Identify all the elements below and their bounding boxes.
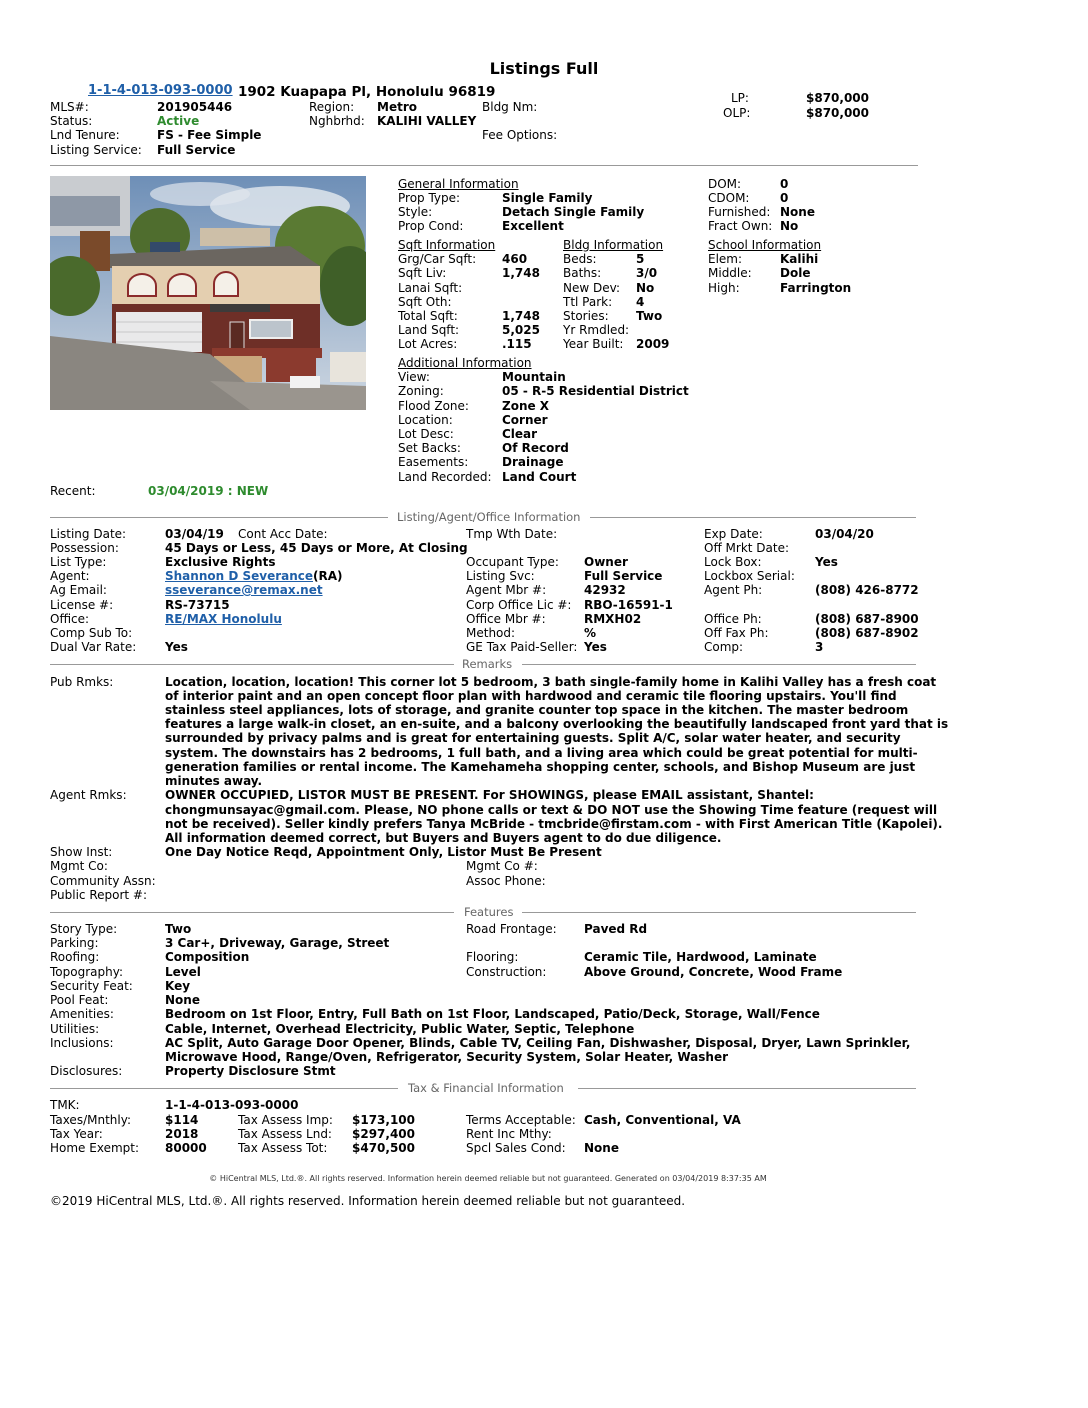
amenities-value: Bedroom on 1st Floor, Entry, Full Bath on 1st Floor, Landscaped, Patio/Deck, Storage, Wall/Fence (165, 1007, 820, 1021)
tax-assess-tot-label: Tax Assess Tot: (238, 1141, 328, 1155)
agent-mbr-value: 42932 (584, 583, 626, 597)
middle-value: Dole (780, 266, 811, 280)
service-value: Full Service (157, 143, 236, 157)
style-label: Style: (398, 205, 433, 219)
comp-sub-label: Comp Sub To: (50, 626, 133, 640)
public-report-label: Public Report #: (50, 888, 148, 902)
disclosures-value: Property Disclosure Stmt (165, 1064, 336, 1078)
total-sqft-value: 1,748 (502, 309, 540, 323)
listing-date-value: 03/04/19 (165, 527, 224, 541)
tax-rule-right (578, 1088, 916, 1089)
beds-value: 5 (636, 252, 645, 266)
agent-rmks-line-1: OWNER OCCUPIED, LISTOR MUST BE PRESENT. For SHOWINGS, please EMAIL assistant, Shantel: (165, 788, 814, 802)
fract-own-value: No (780, 219, 799, 233)
lot-desc-value: Clear (502, 427, 538, 441)
possession-value: 45 Days or Less, 45 Days or More, At Closing (165, 541, 468, 555)
property-photo (50, 176, 366, 410)
yr-rmdled-label: Yr Rmdled: (563, 323, 630, 337)
grg-sqft-label: Grg/Car Sqft: (398, 252, 477, 266)
list-type-label: List Type: (50, 555, 107, 569)
exp-date-label: Exp Date: (704, 527, 763, 541)
prop-cond-value: Excellent (502, 219, 564, 233)
region-label: Region: (309, 100, 355, 114)
land-recorded-value: Land Court (502, 470, 577, 484)
possession-label: Possession: (50, 541, 119, 555)
agent-ph-value: (808) 426-8772 (815, 583, 919, 597)
pub-rmks-line-8: minutes away. (165, 774, 263, 788)
remarks-rule-left (50, 664, 454, 665)
construction-value: Above Ground, Concrete, Wood Frame (584, 965, 843, 979)
tmk-value: 1-1-4-013-093-0000 (165, 1098, 299, 1112)
cdom-label: CDOM: (708, 191, 750, 205)
lot-acres-value: .115 (502, 337, 532, 351)
zoning-value: 05 - R-5 Residential District (502, 384, 689, 398)
olp-value: $870,000 (806, 106, 870, 120)
location-label: Location: (398, 413, 453, 427)
cont-acc-date-label: Cont Acc Date: (238, 527, 328, 541)
occupant-type-label: Occupant Type: (466, 555, 559, 569)
dual-var-value: Yes (165, 640, 188, 654)
generated-notice: © HiCentral MLS, Ltd.®. All rights reserved. Information herein deemed reliable but not guaranteed. Generated on 03/04/2019 8:37:35 AM (209, 1174, 767, 1183)
prop-cond-label: Prop Cond: (398, 219, 464, 233)
agent-designation: (RA) (313, 569, 343, 583)
tmp-wth-date-label: Tmp Wth Date: (466, 527, 558, 541)
grg-sqft-value: 460 (502, 252, 528, 266)
flooring-label: Flooring: (466, 950, 519, 964)
baths-value: 3/0 (636, 266, 658, 280)
home-exempt-value: 80000 (165, 1141, 207, 1155)
listing-svc-value: Full Service (584, 569, 663, 583)
office-ph-value: (808) 687-8900 (815, 612, 919, 626)
disclosures-label: Disclosures: (50, 1064, 123, 1078)
tax-rule-left (50, 1088, 398, 1089)
off-fax-label: Off Fax Ph: (704, 626, 769, 640)
remarks-rule-right (522, 664, 916, 665)
agent-section-rule-right (590, 517, 916, 518)
agent-label: Agent: (50, 569, 90, 583)
story-type-label: Story Type: (50, 922, 118, 936)
agent-rmks-line-3: not be received). Seller kindly prefers Tanya McBride - tmcbride@firstam.com - with First American Title (Kapolei). (165, 817, 943, 831)
nghbrhd-label: Nghbrhd: (309, 114, 365, 128)
assoc-phone-label: Assoc Phone: (466, 874, 546, 888)
tax-year-label: Tax Year: (50, 1127, 103, 1141)
additional-info-heading: Additional Information (398, 356, 532, 370)
mgmt-co-label: Mgmt Co: (50, 859, 108, 873)
tenure-label: Lnd Tenure: (50, 128, 120, 142)
office-link[interactable]: RE/MAX Honolulu (165, 612, 282, 626)
features-rule-left (50, 912, 454, 913)
lock-box-value: Yes (815, 555, 838, 569)
list-type-value: Exclusive Rights (165, 555, 276, 569)
agent-rmks-label: Agent Rmks: (50, 788, 127, 802)
features-title: Features (464, 905, 514, 919)
flood-zone-value: Zone X (502, 399, 550, 413)
bldg-info-heading: Bldg Information (563, 238, 664, 252)
tax-assess-lnd-label: Tax Assess Lnd: (238, 1127, 332, 1141)
lp-label: LP: (731, 91, 749, 105)
land-sqft-label: Land Sqft: (398, 323, 460, 337)
status-label: Status: (50, 114, 93, 128)
listing-date-label: Listing Date: (50, 527, 127, 541)
taxes-mnthly-label: Taxes/Mnthly: (50, 1113, 131, 1127)
pub-rmks-line-3: stainless steel appliances, lots of storage, and granite counter top space in the kitchen. The master bedroom (165, 703, 909, 717)
lanai-sqft-label: Lanai Sqft: (398, 281, 463, 295)
agent-rmks-line-4: All information deemed correct, but Buyers and Buyers agent to do due diligence. (165, 831, 722, 845)
inclusions-line-1: AC Split, Auto Garage Door Opener, Blinds, Cable TV, Ceiling Fan, Dishwasher, Disposal, Dryer, Lawn Sprinkler, (165, 1036, 911, 1050)
agent-section-title: Listing/Agent/Office Information (397, 510, 581, 524)
ttl-park-label: Ttl Park: (563, 295, 613, 309)
pub-rmks-line-4: features a large walk-in closet, an en-suite, and a balcony overlooking the beautifully landscaped front yard that is (165, 717, 949, 731)
sqft-info-heading: Sqft Information (398, 238, 496, 252)
office-ph-label: Office Ph: (704, 612, 762, 626)
year-built-value: 2009 (636, 337, 670, 351)
comp-label: Comp: (704, 640, 744, 654)
listing-svc-label: Listing Svc: (466, 569, 535, 583)
header-divider (50, 165, 918, 166)
general-info-heading: General Information (398, 177, 519, 191)
school-info-heading: School Information (708, 238, 822, 252)
roofing-label: Roofing: (50, 950, 100, 964)
spcl-sales-label: Spcl Sales Cond: (466, 1141, 566, 1155)
agent-rmks-line-2: chongmunsayac@gmail.com. Please, NO phone calls or text & DO NOT use the Showing Time feature (request will (165, 803, 938, 817)
high-value: Farrington (780, 281, 852, 295)
style-value: Detach Single Family (502, 205, 645, 219)
easements-label: Easements: (398, 455, 469, 469)
sqft-liv-value: 1,748 (502, 266, 540, 280)
agent-mbr-label: Agent Mbr #: (466, 583, 547, 597)
listing-address: 1902 Kuapapa Pl, Honolulu 96819 (238, 84, 496, 100)
agent-section-rule-left (50, 517, 388, 518)
utilities-value: Cable, Internet, Overhead Electricity, Public Water, Septic, Telephone (165, 1022, 635, 1036)
pool-feat-value: None (165, 993, 200, 1007)
page-title: Listings Full (489, 59, 599, 78)
corp-lic-label: Corp Office Lic #: (466, 598, 572, 612)
tax-title: Tax & Financial Information (408, 1081, 564, 1095)
furnished-value: None (780, 205, 815, 219)
furnished-label: Furnished: (708, 205, 771, 219)
ttl-park-value: 4 (636, 295, 645, 309)
pub-rmks-line-2: of interior paint and an open concept floor plan with hardwood and ceramic tile flooring upstairs. You'll find (165, 689, 897, 703)
off-mrkt-date-label: Off Mrkt Date: (704, 541, 790, 555)
parking-label: Parking: (50, 936, 99, 950)
spcl-sales-value: None (584, 1141, 619, 1155)
topography-value: Level (165, 965, 201, 979)
off-fax-value: (808) 687-8902 (815, 626, 919, 640)
method-label: Method: (466, 626, 516, 640)
location-value: Corner (502, 413, 548, 427)
parking-value: 3 Car+, Driveway, Garage, Street (165, 936, 390, 950)
security-feat-label: Security Feat: (50, 979, 133, 993)
rent-inc-label: Rent Inc Mthy: (466, 1127, 552, 1141)
high-label: High: (708, 281, 740, 295)
lot-desc-label: Lot Desc: (398, 427, 454, 441)
dual-var-label: Dual Var Rate: (50, 640, 137, 654)
tax-assess-lnd-value: $297,400 (352, 1127, 416, 1141)
ge-tax-label: GE Tax Paid-Seller: (466, 640, 578, 654)
terms-value: Cash, Conventional, VA (584, 1113, 741, 1127)
taxes-mnthly-value: $114 (165, 1113, 199, 1127)
license-value: RS-73715 (165, 598, 230, 612)
zoning-label: Zoning: (398, 384, 444, 398)
new-dev-value: No (636, 281, 655, 295)
terms-label: Terms Acceptable: (466, 1113, 576, 1127)
middle-label: Middle: (708, 266, 752, 280)
road-frontage-value: Paved Rd (584, 922, 648, 936)
stories-value: Two (636, 309, 663, 323)
office-mbr-label: Office Mbr #: (466, 612, 546, 626)
region-value: Metro (377, 100, 417, 114)
stories-label: Stories: (563, 309, 609, 323)
flooring-value: Ceramic Tile, Hardwood, Laminate (584, 950, 817, 964)
status-value: Active (157, 114, 200, 128)
office-label: Office: (50, 612, 90, 626)
land-sqft-value: 5,025 (502, 323, 540, 337)
ag-email-link[interactable]: sseverance@remax.net (165, 583, 323, 597)
recent-label: Recent: (50, 484, 96, 498)
tmk-label: TMK: (50, 1098, 80, 1112)
land-recorded-label: Land Recorded: (398, 470, 492, 484)
sqft-oth-label: Sqft Oth: (398, 295, 452, 309)
sqft-liv-label: Sqft Liv: (398, 266, 447, 280)
prop-type-value: Single Family (502, 191, 593, 205)
lockbox-serial-label: Lockbox Serial: (704, 569, 795, 583)
flood-zone-label: Flood Zone: (398, 399, 469, 413)
agent-name-group (165, 569, 343, 583)
license-label: License #: (50, 598, 114, 612)
dom-value: 0 (780, 177, 789, 191)
amenities-label: Amenities: (50, 1007, 114, 1021)
cdom-value: 0 (780, 191, 789, 205)
mls-value: 201905446 (157, 100, 233, 114)
mls-label: MLS#: (50, 100, 89, 114)
show-inst-value: One Day Notice Reqd, Appointment Only, Listor Must Be Present (165, 845, 602, 859)
fee-options-label: Fee Options: (482, 128, 558, 142)
elem-value: Kalihi (780, 252, 819, 266)
dom-label: DOM: (708, 177, 742, 191)
pub-rmks-line-1: Location, location, location! This corner lot 5 bedroom, 3 bath single-family home in Kalihi Valley has a fresh coat (165, 675, 937, 689)
pool-feat-label: Pool Feat: (50, 993, 109, 1007)
fract-own-label: Fract Own: (708, 219, 773, 233)
office-mbr-value: RMXH02 (584, 612, 642, 626)
occupant-type-value: Owner (584, 555, 628, 569)
roofing-value: Composition (165, 950, 250, 964)
ag-email-label: Ag Email: (50, 583, 107, 597)
community-assn-label: Community Assn: (50, 874, 156, 888)
features-rule-right (522, 912, 916, 913)
pub-rmks-label: Pub Rmks: (50, 675, 114, 689)
total-sqft-label: Total Sqft: (398, 309, 458, 323)
tax-assess-imp-value: $173,100 (352, 1113, 416, 1127)
remarks-title: Remarks (462, 657, 513, 671)
view-value: Mountain (502, 370, 566, 384)
topography-label: Topography: (50, 965, 123, 979)
lp-value: $870,000 (806, 91, 870, 105)
home-exempt-label: Home Exempt: (50, 1141, 140, 1155)
pub-rmks-line-5: surrounded by privacy palms and is great for entertaining guests. Split A/C, solar water heater, and security (165, 731, 901, 745)
ge-tax-value: Yes (584, 640, 607, 654)
exp-date-value: 03/04/20 (815, 527, 874, 541)
method-value: % (584, 626, 597, 640)
bldg-nm-label: Bldg Nm: (482, 100, 538, 114)
copyright-notice: ©2019 HiCentral MLS, Ltd.®. All rights reserved. Information herein deemed reliable but not guaranteed. (50, 1194, 686, 1208)
set-backs-value: Of Record (502, 441, 569, 455)
house-image (50, 176, 366, 410)
view-label: View: (398, 370, 430, 384)
show-inst-label: Show Inst: (50, 845, 113, 859)
lot-acres-label: Lot Acres: (398, 337, 458, 351)
tax-assess-tot-value: $470,500 (352, 1141, 416, 1155)
year-built-label: Year Built: (563, 337, 624, 351)
beds-label: Beds: (563, 252, 597, 266)
construction-label: Construction: (466, 965, 547, 979)
service-label: Listing Service: (50, 143, 142, 157)
baths-label: Baths: (563, 266, 602, 280)
set-backs-label: Set Backs: (398, 441, 461, 455)
corp-lic-value: RBO-16591-1 (584, 598, 673, 612)
tax-assess-imp-label: Tax Assess Imp: (238, 1113, 333, 1127)
tax-year-value: 2018 (165, 1127, 199, 1141)
pub-rmks-line-7: generation families or rental income. The Kamehameha shopping center, schools, and Bishop Museum are just (165, 760, 916, 774)
new-dev-label: New Dev: (563, 281, 621, 295)
pub-rmks-line-6: system. The downstairs has 2 bedrooms, 1 full bath, and a living area which could be great potential for multi- (165, 746, 918, 760)
olp-label: OLP: (723, 106, 751, 120)
prop-type-label: Prop Type: (398, 191, 461, 205)
nghbrhd-value: KALIHI VALLEY (377, 114, 477, 128)
security-feat-value: Key (165, 979, 191, 993)
lock-box-label: Lock Box: (704, 555, 762, 569)
agent-ph-label: Agent Ph: (704, 583, 763, 597)
tenure-value: FS - Fee Simple (157, 128, 262, 142)
mgmt-co-no-label: Mgmt Co #: (466, 859, 538, 873)
inclusions-line-2: Microwave Hood, Range/Oven, Refrigerator, Security System, Solar Heater, Washer (165, 1050, 729, 1064)
road-frontage-label: Road Frontage: (466, 922, 557, 936)
tmk-link[interactable]: 1-1-4-013-093-0000 (88, 83, 233, 98)
elem-label: Elem: (708, 252, 743, 266)
utilities-label: Utilities: (50, 1022, 100, 1036)
story-type-value: Two (165, 922, 192, 936)
agent-name-link[interactable]: Shannon D Severance (165, 569, 314, 583)
inclusions-label: Inclusions: (50, 1036, 114, 1050)
recent-value: 03/04/2019 : NEW (148, 484, 269, 498)
easements-value: Drainage (502, 455, 564, 469)
comp-value: 3 (815, 640, 824, 654)
